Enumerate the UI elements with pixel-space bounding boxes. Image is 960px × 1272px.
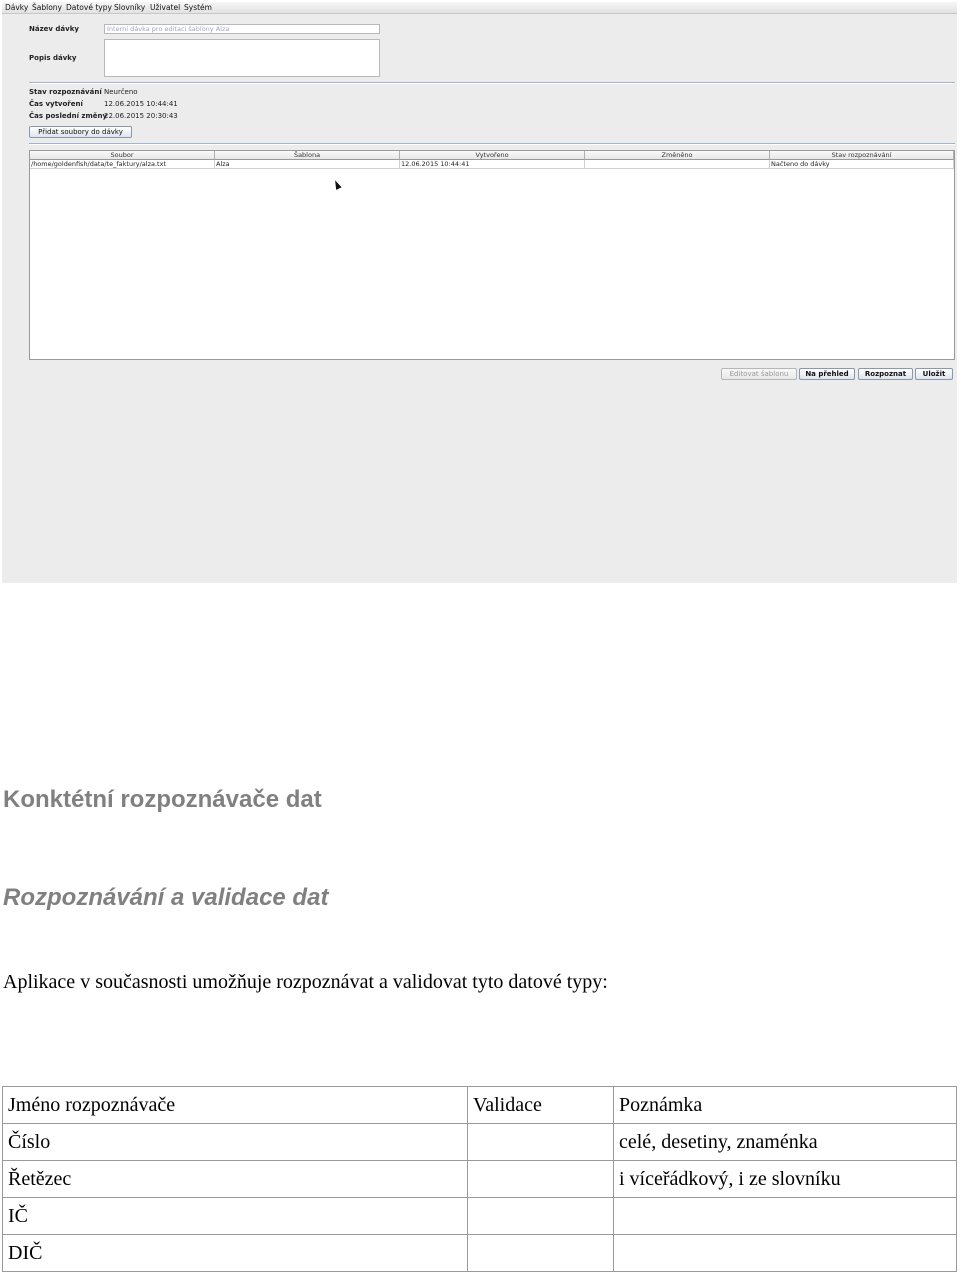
table-header-row (3, 1087, 957, 1124)
created-label: Čas vytvoření (29, 100, 83, 108)
table-row (3, 1235, 957, 1272)
cell-name: Číslo (3, 1124, 468, 1161)
table-row (3, 1198, 957, 1235)
table-row (3, 1161, 957, 1198)
overview-button[interactable]: Na přehled (799, 368, 855, 380)
col-header-zmeneno[interactable]: Změněno (585, 151, 770, 160)
separator (29, 82, 955, 84)
app-screenshot (2, 2, 957, 583)
file-table (29, 150, 955, 360)
batch-description-input[interactable] (104, 39, 380, 77)
menu-davky[interactable]: Dávky (5, 3, 29, 12)
cell-note (614, 1198, 957, 1235)
batch-name-placeholder: Interní dávka pro editaci šablony Alza (107, 25, 230, 33)
col-header-sablona[interactable]: Šablona (215, 151, 400, 160)
col-header-stav[interactable]: Stav rozpoznávání (770, 151, 954, 160)
menu-datove-typy[interactable]: Datové typy (66, 3, 112, 12)
table-cell-modified[interactable] (585, 160, 770, 169)
table-cell-template[interactable]: Alza (215, 160, 400, 169)
cell-note (614, 1235, 957, 1272)
batch-name-input[interactable] (104, 24, 380, 34)
edit-template-button[interactable]: Editovat šablonu (721, 368, 797, 380)
menu-slovniky[interactable]: Slovníky (114, 3, 146, 12)
header-validation: Validace (468, 1087, 614, 1124)
status-label: Stav rozpoznávání (29, 88, 102, 96)
cell-note: celé, desetiny, znaménka (614, 1124, 957, 1161)
header-note: Poznámka (614, 1087, 957, 1124)
menu-sablony[interactable]: Šablony (32, 3, 62, 12)
table-cell-file[interactable]: /home/goldenfish/data/te_faktury/alza.txt (30, 160, 215, 169)
created-value: 12.06.2015 10:44:41 (104, 100, 178, 108)
menu-bar (2, 2, 957, 14)
cell-validation (468, 1235, 614, 1272)
modified-value: 22.06.2015 20:30:43 (104, 112, 178, 120)
recognize-button[interactable]: Rozpoznat (858, 368, 913, 380)
col-header-soubor[interactable]: Soubor (30, 151, 215, 160)
modified-label: Čas poslední změny (29, 112, 108, 120)
cell-validation (468, 1161, 614, 1198)
status-value: Neurčeno (104, 88, 138, 96)
description-label: Popis dávky (29, 54, 77, 62)
intro-paragraph: Aplikace v současnosti umožňuje rozpoznávat a validovat tyto datové typy: (3, 971, 608, 993)
name-label: Název dávky (29, 25, 79, 33)
col-header-vytvoreno[interactable]: Vytvořeno (400, 151, 585, 160)
table-cell-created[interactable]: 12.06.2015 10:44:41 (400, 160, 585, 169)
cell-name: IČ (3, 1198, 468, 1235)
menu-uzivatel[interactable]: Uživatel (150, 3, 181, 12)
section-heading: Konktétní rozpoznávače dat (3, 786, 322, 813)
cell-validation (468, 1198, 614, 1235)
table-row (3, 1124, 957, 1161)
separator (29, 143, 955, 145)
header-name: Jméno rozpoznávače (3, 1087, 468, 1124)
cell-name: DIČ (3, 1235, 468, 1272)
subsection-heading: Rozpoznávání a validace dat (3, 884, 329, 911)
cell-name: Řetězec (3, 1161, 468, 1198)
menu-system[interactable]: Systém (184, 3, 212, 12)
save-button[interactable]: Uložit (915, 368, 953, 380)
cell-note: i víceřádkový, i ze slovníku (614, 1161, 957, 1198)
recognizer-table (2, 1086, 957, 1272)
add-files-button[interactable]: Přidat soubory do dávky (29, 126, 132, 138)
table-cell-status[interactable]: Načteno do dávky (770, 160, 954, 169)
cell-validation (468, 1124, 614, 1161)
